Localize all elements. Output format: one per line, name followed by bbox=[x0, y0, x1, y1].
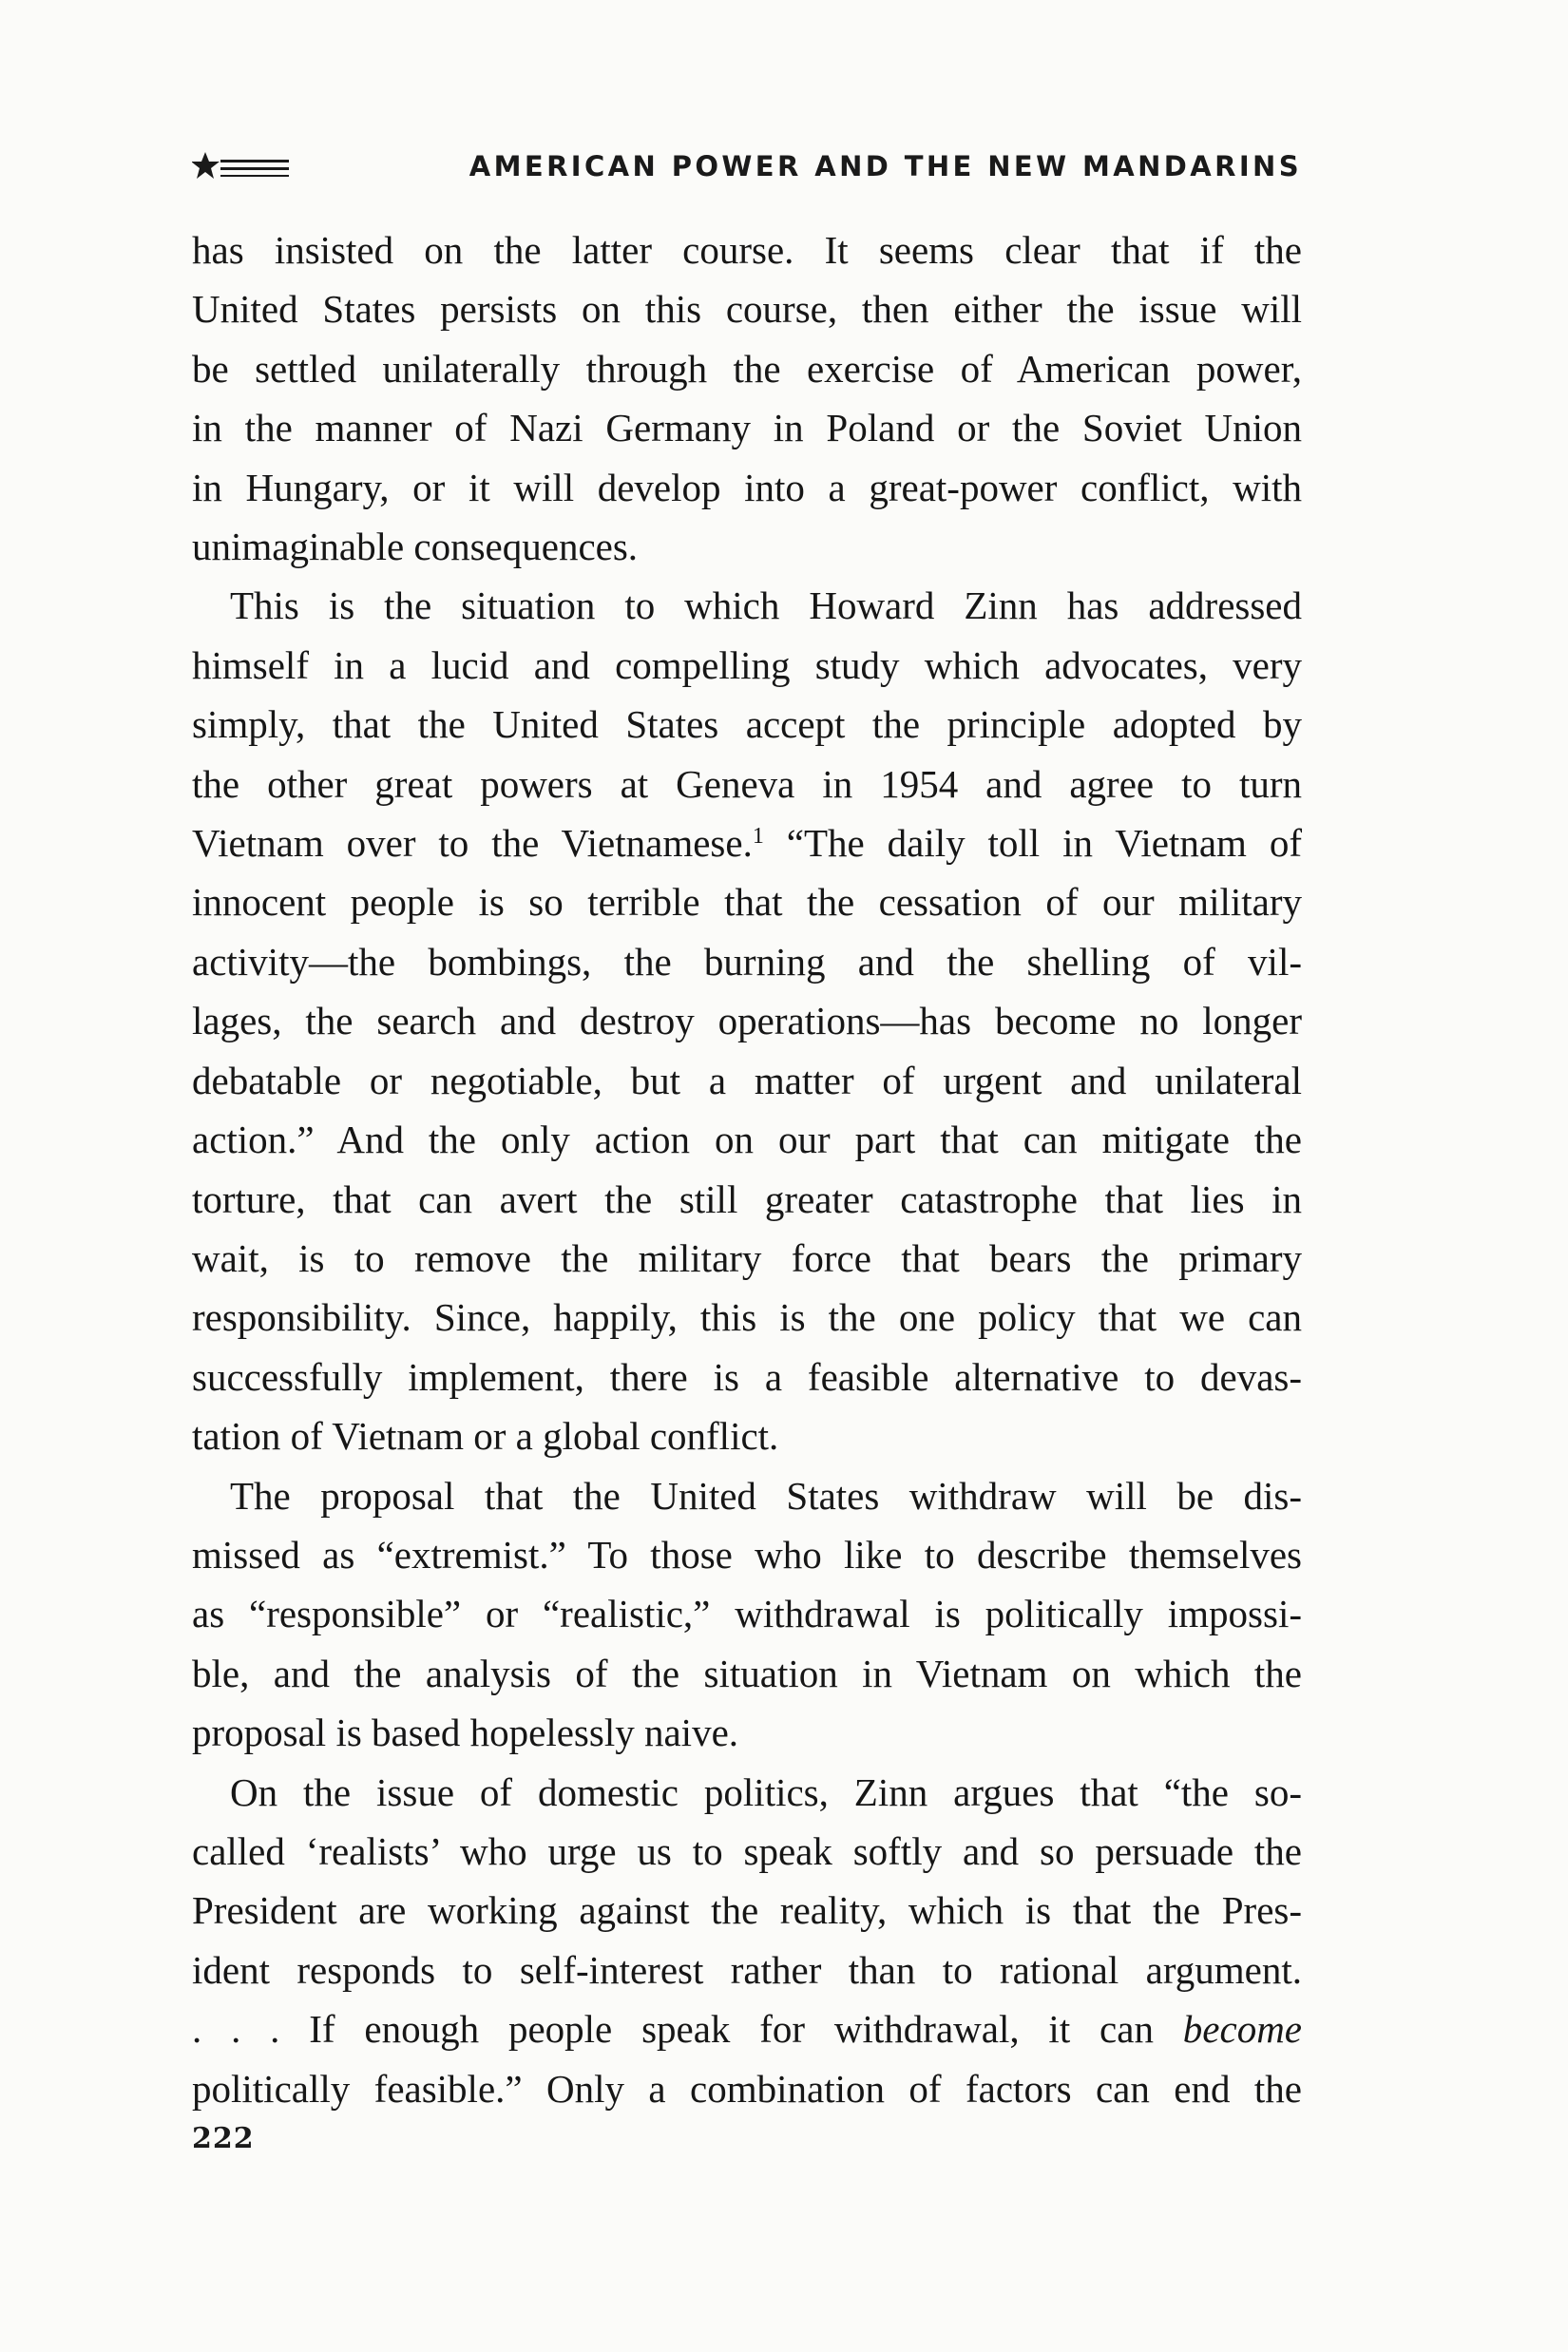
text-line: United States persists on this course, then either the issue will bbox=[192, 287, 1302, 332]
text-line: ident responds to self-interest rather than to rational argument. bbox=[192, 1947, 1302, 1992]
paragraph-1 bbox=[192, 220, 1302, 576]
text-line: responsibility. Since, happily, this is the one policy that we can bbox=[192, 1295, 1302, 1340]
text-line: activity—the bombings, the burning and the shelling of vil- bbox=[192, 939, 1302, 984]
paragraph-4 bbox=[192, 1763, 1302, 2118]
text-line: This is the situation to which Howard Zinn has addressed bbox=[230, 583, 1302, 628]
text-line: called ‘realists’ who urge us to speak softly and so persuade the bbox=[192, 1828, 1302, 1873]
text-line: On the issue of domestic politics, Zinn argues that “the so- bbox=[230, 1769, 1302, 1814]
text-line: President are working against the reality, which is that the Pres- bbox=[192, 1888, 1302, 1933]
text-line: ble, and the analysis of the situation in Vietnam on which the bbox=[192, 1651, 1302, 1695]
text-line: The proposal that the United States withdraw will be dis- bbox=[230, 1473, 1302, 1518]
text-line: unimaginable consequences. bbox=[192, 525, 639, 569]
text-line: action.” And the only action on our part that can mitigate the bbox=[192, 1118, 1302, 1162]
text-line: debatable or negotiable, but a matter of urgent and unilateral bbox=[192, 1058, 1302, 1102]
text-line-with-emphasis bbox=[192, 1999, 1302, 2058]
text-segment: “The daily toll in Vietnam of bbox=[763, 821, 1302, 866]
text-line: missed as “extremist.” To those who like to describe themselves bbox=[192, 1532, 1302, 1577]
page-number: 222 bbox=[192, 2122, 255, 2155]
text-line: torture, that can avert the still greater catastrophe that lies in bbox=[192, 1176, 1302, 1221]
text-line-with-footnote bbox=[192, 813, 1302, 872]
text-line: politically feasible.” Only a combination of factors can end the bbox=[192, 2066, 1302, 2111]
text-line: has insisted on the latter course. It seems clear that if the bbox=[192, 228, 1302, 272]
text-segment: . . . If enough people speak for withdrawal, it can bbox=[192, 2007, 1183, 2052]
text-line: successfully implement, there is a feasible alternative to devas- bbox=[192, 1354, 1302, 1399]
text-segment: Vietnam over to the Vietnamese. bbox=[192, 821, 753, 866]
text-line: proposal is based hopelessly naive. bbox=[192, 1711, 739, 1755]
text-line: tation of Vietnam or a global conflict. bbox=[192, 1414, 779, 1459]
body-text bbox=[192, 220, 1302, 2118]
text-line: in Hungary, or it will develop into a great-power conflict, with bbox=[192, 465, 1302, 509]
text-line: in the manner of Nazi Germany in Poland or the Soviet Union bbox=[192, 406, 1302, 450]
emphasis-word: become bbox=[1182, 2007, 1302, 2052]
text-line: the other great powers at Geneva in 1954 and agree to turn bbox=[192, 761, 1302, 806]
text-line: as “responsible” or “realistic,” withdrawal is politically impossi- bbox=[192, 1592, 1302, 1636]
text-line: wait, is to remove the military force that bears the primary bbox=[192, 1235, 1302, 1280]
text-line: simply, that the United States accept the principle adopted by bbox=[192, 702, 1302, 747]
running-head bbox=[192, 143, 1302, 190]
text-line: himself in a lucid and compelling study which advocates, very bbox=[192, 642, 1302, 687]
star-rule-icon bbox=[192, 148, 306, 186]
running-head-title: AMERICAN POWER AND THE NEW MANDARINS bbox=[468, 150, 1302, 182]
text-line: be settled unilaterally through the exercise of American power, bbox=[192, 346, 1302, 391]
paragraph-2 bbox=[192, 576, 1302, 1465]
footnote-marker: 1 bbox=[752, 824, 764, 850]
text-line: lages, the search and destroy operations—has become no longer bbox=[192, 999, 1302, 1043]
paragraph-3 bbox=[192, 1466, 1302, 1763]
text-line: innocent people is so terrible that the cessation of our military bbox=[192, 880, 1302, 925]
